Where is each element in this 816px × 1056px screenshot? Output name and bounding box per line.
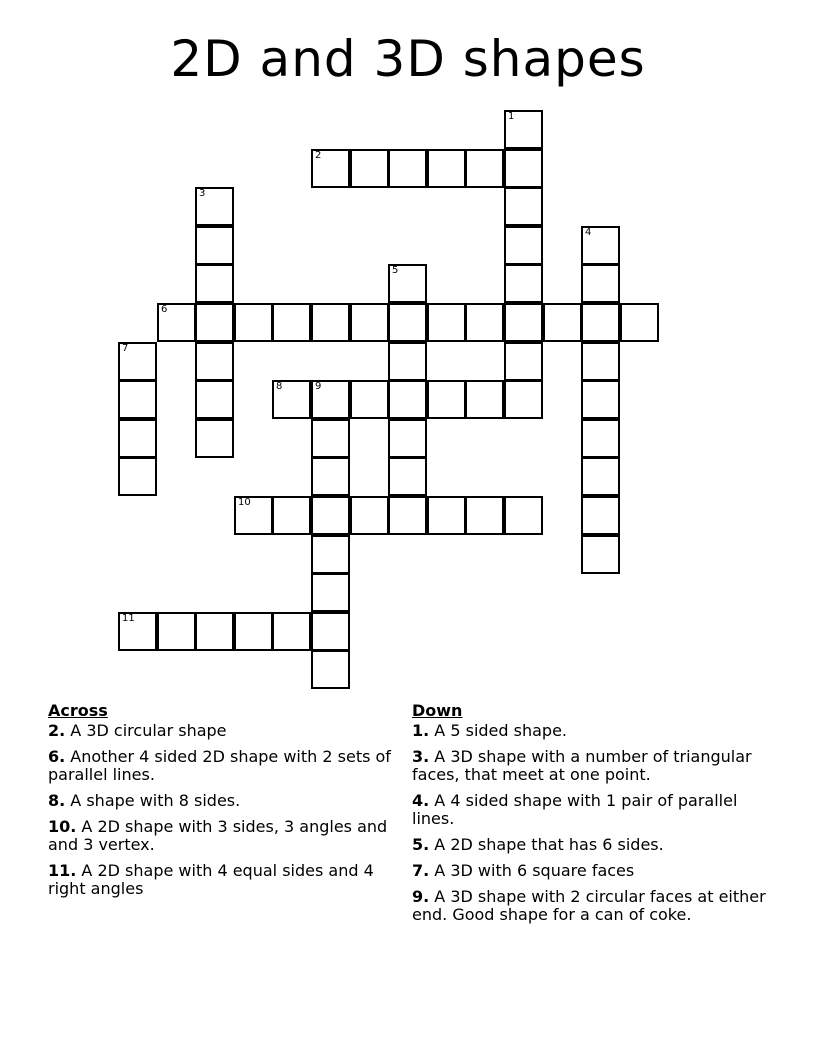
grid-cell[interactable] bbox=[465, 496, 504, 535]
grid-cell[interactable] bbox=[504, 110, 543, 149]
grid-cell[interactable] bbox=[272, 496, 311, 535]
grid-cell[interactable] bbox=[118, 342, 157, 381]
clue-number-label: 3 bbox=[199, 188, 206, 199]
grid-cell[interactable] bbox=[311, 149, 350, 188]
grid-cell[interactable] bbox=[118, 457, 157, 496]
clue-text: A 3D shape with a number of triangular faces, that meet at one point. bbox=[412, 747, 752, 784]
clue-text: A shape with 8 sides. bbox=[65, 791, 241, 810]
clue-number: 1. bbox=[412, 721, 430, 740]
down-heading: Down bbox=[412, 701, 463, 720]
grid-cell[interactable] bbox=[581, 419, 620, 458]
clue-number-label: 9 bbox=[315, 381, 322, 392]
clue-number: 11. bbox=[48, 861, 77, 880]
grid-cell[interactable] bbox=[234, 612, 273, 651]
clue-number: 10. bbox=[48, 817, 77, 836]
grid-cell[interactable] bbox=[504, 496, 543, 535]
clue-number-label: 8 bbox=[276, 381, 283, 392]
grid-cell[interactable] bbox=[504, 226, 543, 265]
clue-number-label: 4 bbox=[585, 227, 592, 238]
grid-cell[interactable] bbox=[427, 380, 466, 419]
grid-cell[interactable] bbox=[504, 303, 543, 342]
clue-text: A 3D circular shape bbox=[65, 721, 227, 740]
clue-across-8 bbox=[48, 792, 393, 810]
grid-cell[interactable] bbox=[195, 380, 234, 419]
clue-text: A 3D with 6 square faces bbox=[429, 861, 635, 880]
clue-number: 2. bbox=[48, 721, 66, 740]
clue-text: A 2D shape with 3 sides, 3 angles and and 3 vertex. bbox=[48, 817, 388, 854]
grid-cell[interactable] bbox=[581, 264, 620, 303]
clue-number: 8. bbox=[48, 791, 66, 810]
grid-cell[interactable] bbox=[195, 187, 234, 226]
grid-cell[interactable] bbox=[581, 496, 620, 535]
grid-cell[interactable] bbox=[543, 303, 582, 342]
clue-down-1 bbox=[412, 722, 782, 740]
grid-cell[interactable] bbox=[157, 303, 196, 342]
grid-cell[interactable] bbox=[157, 612, 196, 651]
grid-cell[interactable] bbox=[504, 380, 543, 419]
clue-across-2 bbox=[48, 722, 393, 740]
grid-cell[interactable] bbox=[388, 380, 427, 419]
grid-cell[interactable] bbox=[195, 342, 234, 381]
clue-number: 6. bbox=[48, 747, 66, 766]
clue-number-label: 2 bbox=[315, 150, 322, 161]
grid-cell[interactable] bbox=[311, 457, 350, 496]
clue-across-11 bbox=[48, 862, 393, 898]
grid-cell[interactable] bbox=[504, 187, 543, 226]
grid-cell[interactable] bbox=[272, 303, 311, 342]
grid-cell[interactable] bbox=[272, 380, 311, 419]
clue-text: A 4 sided shape with 1 pair of parallel lines. bbox=[412, 791, 738, 828]
clue-number: 3. bbox=[412, 747, 430, 766]
grid-cell[interactable] bbox=[311, 573, 350, 612]
grid-cell[interactable] bbox=[234, 303, 273, 342]
grid-cell[interactable] bbox=[465, 149, 504, 188]
grid-cell[interactable] bbox=[388, 419, 427, 458]
grid-cell[interactable] bbox=[620, 303, 659, 342]
grid-cell[interactable] bbox=[195, 419, 234, 458]
clue-number: 9. bbox=[412, 887, 430, 906]
grid-cell[interactable] bbox=[311, 650, 350, 689]
clue-number: 5. bbox=[412, 835, 430, 854]
grid-cell[interactable] bbox=[350, 149, 389, 188]
grid-cell[interactable] bbox=[581, 342, 620, 381]
clue-down-4 bbox=[412, 792, 782, 828]
grid-cell[interactable] bbox=[427, 149, 466, 188]
grid-cell[interactable] bbox=[311, 535, 350, 574]
grid-cell[interactable] bbox=[311, 496, 350, 535]
grid-cell[interactable] bbox=[350, 380, 389, 419]
grid-cell[interactable] bbox=[311, 419, 350, 458]
across-heading: Across bbox=[48, 701, 108, 720]
clue-number-label: 7 bbox=[122, 343, 129, 354]
clue-down-5 bbox=[412, 836, 782, 854]
grid-cell[interactable] bbox=[118, 380, 157, 419]
down-clues bbox=[412, 702, 782, 932]
clue-number: 4. bbox=[412, 791, 430, 810]
grid-cell[interactable] bbox=[581, 535, 620, 574]
clue-across-6 bbox=[48, 748, 393, 784]
page-title: 2D and 3D shapes bbox=[170, 30, 646, 88]
clue-number-label: 6 bbox=[161, 304, 168, 315]
clue-down-7 bbox=[412, 862, 782, 880]
clue-number-label: 10 bbox=[238, 497, 251, 508]
grid-cell[interactable] bbox=[311, 303, 350, 342]
grid-cell[interactable] bbox=[195, 303, 234, 342]
clue-number-label: 11 bbox=[122, 613, 135, 624]
grid-cell[interactable] bbox=[427, 303, 466, 342]
grid-cell[interactable] bbox=[581, 380, 620, 419]
grid-cell[interactable] bbox=[427, 496, 466, 535]
grid-cell[interactable] bbox=[195, 226, 234, 265]
clue-text: Another 4 sided 2D shape with 2 sets of parallel lines. bbox=[48, 747, 391, 784]
grid-cell[interactable] bbox=[388, 149, 427, 188]
grid-cell[interactable] bbox=[350, 303, 389, 342]
grid-cell[interactable] bbox=[581, 457, 620, 496]
grid-cell[interactable] bbox=[350, 496, 389, 535]
clue-text: A 2D shape with 4 equal sides and 4 right angles bbox=[48, 861, 374, 898]
grid-cell[interactable] bbox=[388, 264, 427, 303]
grid-cell[interactable] bbox=[581, 303, 620, 342]
grid-cell[interactable] bbox=[195, 264, 234, 303]
grid-cell[interactable] bbox=[465, 303, 504, 342]
grid-cell[interactable] bbox=[118, 419, 157, 458]
clue-number-label: 5 bbox=[392, 265, 399, 276]
clue-number: 7. bbox=[412, 861, 430, 880]
grid-cell[interactable] bbox=[272, 612, 311, 651]
clue-text: A 5 sided shape. bbox=[429, 721, 567, 740]
grid-cell[interactable] bbox=[388, 303, 427, 342]
grid-cell[interactable] bbox=[388, 342, 427, 381]
grid-cell[interactable] bbox=[118, 612, 157, 651]
grid-cell[interactable] bbox=[504, 149, 543, 188]
grid-cell[interactable] bbox=[195, 612, 234, 651]
grid-cell[interactable] bbox=[504, 264, 543, 303]
clue-text: A 2D shape that has 6 sides. bbox=[429, 835, 664, 854]
grid-cell[interactable] bbox=[311, 612, 350, 651]
grid-cell[interactable] bbox=[234, 496, 273, 535]
clue-number-label: 1 bbox=[508, 111, 515, 122]
grid-cell[interactable] bbox=[504, 342, 543, 381]
grid-cell[interactable] bbox=[581, 226, 620, 265]
clue-text: A 3D shape with 2 circular faces at either end. Good shape for a can of coke. bbox=[412, 887, 766, 924]
grid-cell[interactable] bbox=[311, 380, 350, 419]
clue-across-10 bbox=[48, 818, 393, 854]
clue-down-3 bbox=[412, 748, 782, 784]
clue-down-9 bbox=[412, 888, 782, 924]
grid-cell[interactable] bbox=[388, 457, 427, 496]
grid-cell[interactable] bbox=[465, 380, 504, 419]
across-clues bbox=[48, 702, 393, 906]
grid-cell[interactable] bbox=[388, 496, 427, 535]
